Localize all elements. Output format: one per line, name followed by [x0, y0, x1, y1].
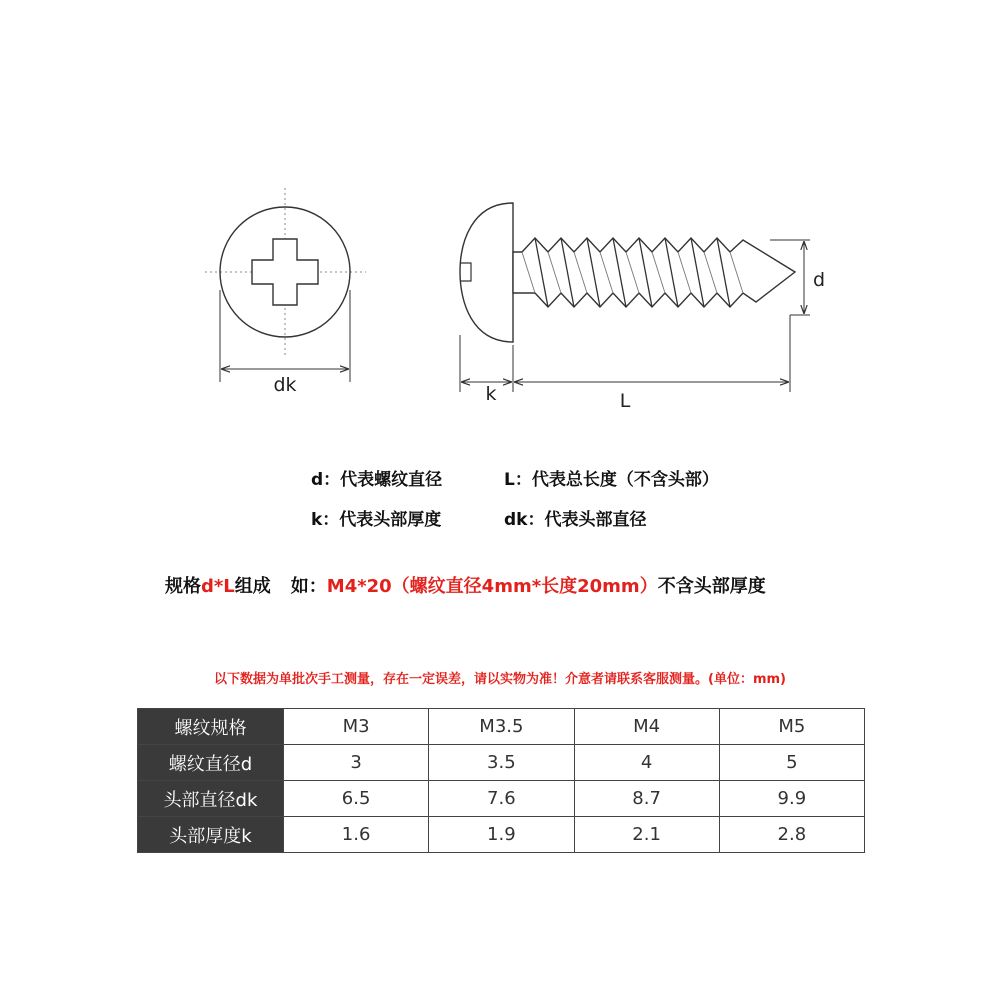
table-cell: M3.5 [429, 709, 574, 745]
legend-dk: dk：代表头部直径 [504, 510, 647, 530]
spec-example-note: 不含头部厚度 [657, 576, 766, 597]
head-top-view [205, 188, 366, 396]
table-cell: 1.9 [429, 817, 574, 853]
spec-suffix: 组成 [234, 576, 271, 597]
k-dimension-label: k [485, 383, 497, 405]
table-cell: 9.9 [719, 781, 864, 817]
table-cell: M3 [284, 709, 429, 745]
screw-head-dome [460, 203, 513, 342]
table-cell: 4 [574, 745, 719, 781]
table-cell: 1.6 [284, 817, 429, 853]
legend-L: L：代表总长度（不含头部） [504, 470, 719, 490]
spec-format-line [165, 574, 766, 600]
table-cell: 8.7 [574, 781, 719, 817]
table-cell: 5 [719, 745, 864, 781]
table-cell: 2.8 [719, 817, 864, 853]
table-cell: 6.5 [284, 781, 429, 817]
row-label: 头部厚度k [138, 817, 284, 853]
screw-side-view [460, 203, 825, 412]
spec-example-prefix: 如： [290, 576, 327, 597]
phillips-cross-recess [252, 239, 318, 305]
screw-technical-drawing [0, 0, 1000, 440]
legend-d: d：代表螺纹直径 [311, 470, 443, 490]
table-cell: M4 [574, 709, 719, 745]
spec-label: 规格 [165, 576, 201, 597]
table-row [138, 817, 865, 853]
row-label: 螺纹直径d [138, 745, 284, 781]
threaded-shank-outline [513, 238, 795, 307]
dk-dimension-label: dk [273, 374, 297, 396]
table-cell: 2.1 [574, 817, 719, 853]
table-row [138, 745, 865, 781]
table-row [138, 709, 865, 745]
d-dimension-label: d [812, 269, 826, 291]
table-cell: 3.5 [429, 745, 574, 781]
table-cell: 7.6 [429, 781, 574, 817]
row-label: 螺纹规格 [138, 709, 284, 745]
spec-formula: d*L [201, 576, 235, 597]
measurement-disclaimer: 以下数据为单批次手工测量，存在一定误差，请以实物为准！介意者请联系客服测量。(单位：mm) [214, 672, 786, 687]
legend-k: k：代表头部厚度 [311, 510, 442, 530]
row-label: 头部直径dk [138, 781, 284, 817]
table-cell: M5 [719, 709, 864, 745]
spec-example: M4*20（螺纹直径4mm*长度20mm） [326, 576, 658, 597]
L-dimension-label: L [619, 390, 631, 412]
size-spec-table [137, 708, 865, 853]
table-cell: 3 [284, 745, 429, 781]
table-row [138, 781, 865, 817]
